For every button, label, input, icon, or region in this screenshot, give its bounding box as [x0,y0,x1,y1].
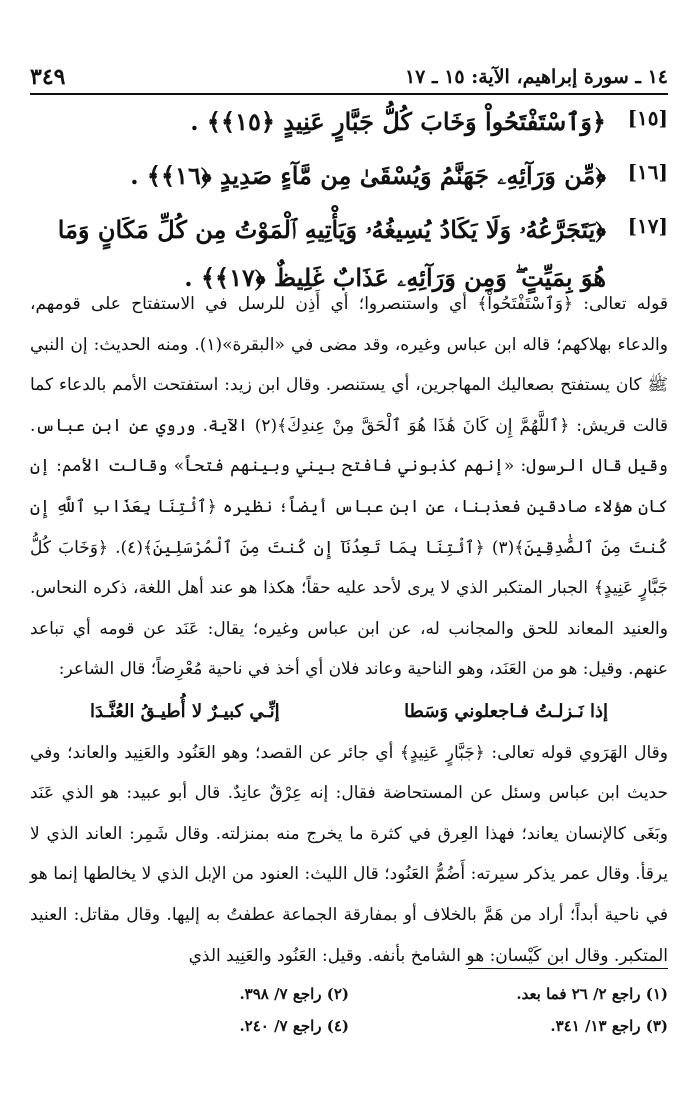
commentary-body [30,284,668,976]
verse-number: [١٦] [627,160,668,184]
footnotes [30,978,668,1042]
commentary-paragraph: وقال الهَرَوي قوله تعالى: ﴿جَبَّارٍ عَنِيدٍ﴾ أي جائر عن القصد؛ وهو العَنُود والعَنِيد والعاند؛ وفي حديث ابن عباس وسئل عن المستحاضة فقال: إنه عِرْقٌ عانِدٌ. قال أبو عبيد: هو الذي عَنَد وبَغَى كالإنسان يعاند؛ فهذا العِرق في كثرة ما يخرج منه بمنزلته. وقال شَمِر: العاند الذي لا يرقأ. وقال عمر يذكر سيرته: أَضُمُّ العَنُود؛ قال الليث: العنود من الإبل الذي لا يخالطها إنما هو في ناحية أبداً؛ أراد من هَمَّ بالخلاف أو بمفارقة الجماعة عطفتُ به إليها. وقال مقاتل: العنيد المتكبر. وقال ابن كَيْسان: هو الشامخ بأنفه. وقيل: العَنُود والعَنِيد الذي [30,742,668,966]
commentary-paragraph: قوله تعالى: ﴿وَٱسْتَفْتَحُواْ﴾ أي واستنصروا؛ أي أَذِن للرسل في الاستفتاح على قومهم، والدعاء بهلاكهم؛ قاله ابن عباس وغيره، وقد مضى في «البقرة»(١). ومنه الحديث: إن النبي ﷺ كان يستفتح بصعاليك المهاجرين، أي يستنصر. وقال ابن زيد: استفتحت الأمم بالدعاء كما قالت قريش: ﴿ٱللَّهُمَّ إِن كَانَ هَٰذَا هُوَ ٱلْحَقَّ مِنْ عِندِكَ﴾(٢) الآية. وروي عن ابن عباس. وقيل قال الرسول: «إنهم كذبوني فافتح بيني وبينهم فتحاً» وقالت الأمم: إن كان هؤلاء صادقين فعذبنا، عن ابن عباس أيضاً؛ نظيره ﴿ٱئْتِنَا بِعَذَابِ ٱللَّهِ إِن كُنتَ مِنَ ٱلصَّٰدِقِينَ﴾(٣) ﴿ٱئْتِنَا بِمَا تَعِدُنَآ إِن كُنتَ مِنَ ٱلْمُرْسَلِينَ﴾(٤). ﴿وَخَابَ كُلُّ جَبَّارٍ عَنِيدٍ﴾ الجبار المتكبر الذي لا يرى لأحد عليه حقاً؛ هكذا هو عند أهل اللغة، ذكره النحاس. والعنيد المعاند للحق والمجانب له، عن ابن عباس وغيره؛ يقال: عَنَد عن قومه أي تباعد عنهم. وقيل: هو من العَنَد، وهو الناحية وعاند فلان أي أخذ في ناحية مُعْرِضاً؛ قال الشاعر: [30,294,669,680]
poem-first-hemistich: إذا نَـزلـتُ فـاجعلوني وَسَطا [404,700,608,722]
footnote-row [30,1010,668,1042]
verse-15 [28,98,668,146]
header-rule [30,93,668,95]
footnote-4: (٤) راجع ٧/ ٢٤٠. [239,1017,349,1035]
poem-second-hemistich: إنِّـي كبيـرٌ لا أُطيـقُ العُنَّـدَا [90,700,280,722]
footnote-3: (٣) راجع ١٣/ ٣٤١. [550,1017,668,1035]
poetry-verse [30,692,668,733]
page-number: ٣٤٩ [30,64,66,90]
footnote-rule [468,968,668,969]
verse-number: [١٧] [627,214,668,238]
page-header [30,64,668,90]
verse-16 [28,152,668,200]
footnote-row [30,978,668,1010]
verse-number: [١٥] [627,106,668,130]
running-title: ١٤ ـ سورة إبراهيم، الآية: ١٥ ـ ١٧ [404,66,668,88]
verse-text: ﴿مِّن وَرَآئِهِۦ جَهَنَّمُ وَيُسْقَىٰ مِن مَّآءٍ صَدِيدٍ ﴿١٦﴾﴾ . [130,161,606,190]
verse-text: ﴿وَٱسْتَفْتَحُواْ وَخَابَ كُلُّ جَبَّارٍ عَنِيدٍ ﴿١٥﴾﴾ . [190,107,606,136]
quran-verses [28,98,668,308]
footnote-2: (٢) راجع ٧/ ٣٩٨. [239,985,349,1003]
footnote-1: (١) راجع ٢/ ٢٦ فما بعد. [516,985,668,1003]
verse-text: ﴿يَتَجَرَّعُهُۥ وَلَا يَكَادُ يُسِيغُهُۥ وَيَأْتِيهِ ٱلْمَوْتُ مِن كُلِّ مَكَانٍ وَمَا هُوَ بِمَيِّتٍ ۖ وَمِن وَرَآئِهِۦ عَذَابٌ غَلِيظٌ ﴿١٧﴾﴾ . [57,215,606,292]
